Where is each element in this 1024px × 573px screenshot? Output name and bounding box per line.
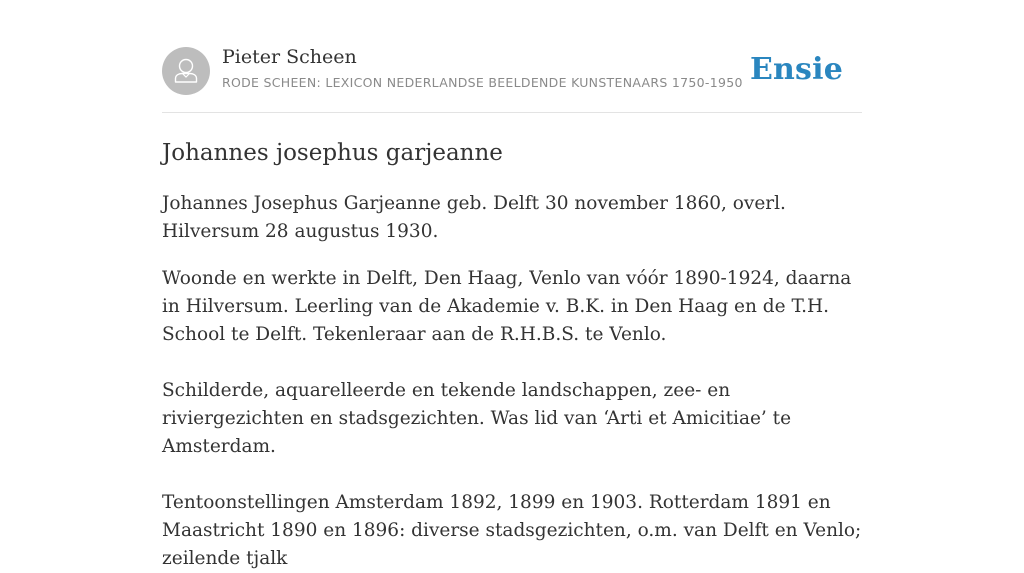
source-label[interactable]: RODE SCHEEN: LEXICON NEDERLANDSE BEELDENDE KUNSTENAARS 1750-1950 [222, 75, 743, 90]
user-icon [162, 47, 210, 95]
article-header [162, 0, 862, 113]
author-avatar[interactable] [162, 47, 210, 95]
article-paragraph: Tentoonstellingen Amsterdam 1892, 1899 en 1903. Rotterdam 1891 en Maastricht 1890 en 1896: diverse stadsgezichten, o.m. van Delft en Venlo; zeilende tjalk [162, 492, 862, 569]
page [162, 0, 862, 573]
article-paragraph: Woonde en werkte in Delft, Den Haag, Venlo van vóór 1890-1924, daarna in Hilversum. Leerling van de Akademie v. B.K. in Den Haag en de T.H. School te Delft. Tekenleraar aan de R.H.B.S. te Venlo. [162, 268, 852, 345]
article-paragraph: Schilderde, aquarelleerde en tekende landschappen, zee- en riviergezichten en stadsgezichten. Was lid van ‘Arti et Amicitiae’ te Amsterdam. [162, 380, 792, 457]
author-name[interactable]: Pieter Scheen [222, 46, 357, 68]
page-title: Johannes josephus garjeanne [162, 140, 503, 166]
article-paragraph: Johannes Josephus Garjeanne geb. Delft 30 november 1860, overl. Hilversum 28 augustus 1930. [162, 193, 786, 242]
ensie-logo[interactable]: Ensie [749, 52, 843, 87]
